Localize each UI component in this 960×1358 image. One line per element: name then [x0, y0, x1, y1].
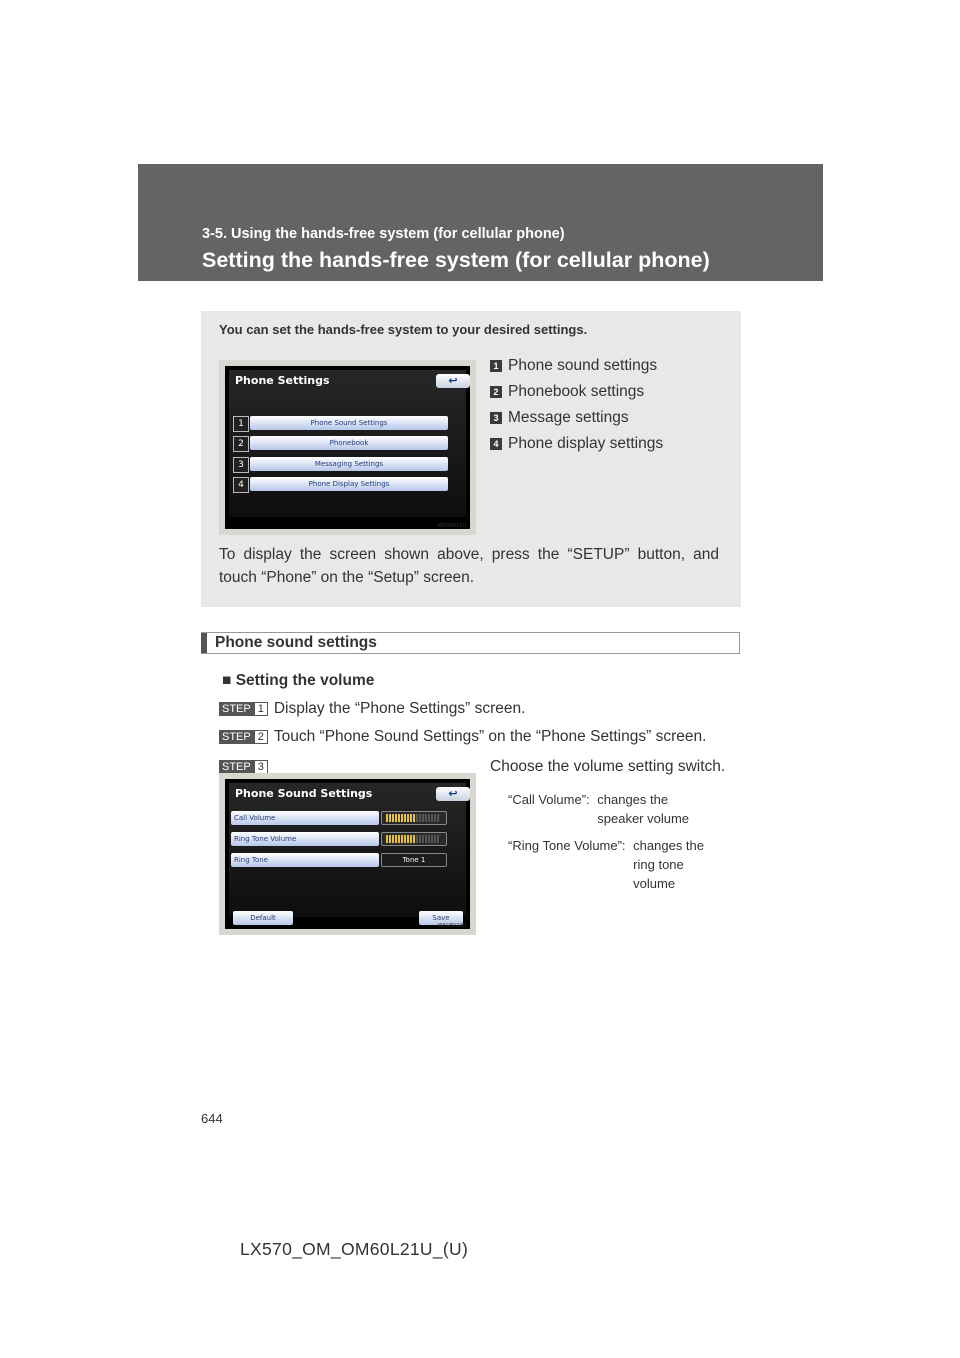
- note-ring-tone-volume: [508, 836, 717, 893]
- screen-title: Phone Sound Settings: [235, 787, 373, 800]
- level-tick: [410, 835, 412, 843]
- save-button[interactable]: Save: [419, 911, 463, 925]
- call-volume-button[interactable]: Call Volume: [231, 811, 379, 825]
- note-value: changes the ring tone volume: [633, 838, 705, 891]
- level-tick: [410, 814, 412, 822]
- default-button[interactable]: Default: [233, 911, 293, 925]
- legend-number: 4: [490, 438, 502, 450]
- level-tick: [389, 835, 391, 843]
- image-code: I68GB021U: [437, 523, 466, 529]
- legend-item: [490, 383, 644, 401]
- image-code: I68GB022U: [437, 923, 466, 929]
- level-tick: [407, 835, 409, 843]
- step-text: Display the “Phone Settings” screen.: [273, 700, 526, 717]
- step-number: 3: [254, 760, 268, 774]
- level-tick: [395, 835, 397, 843]
- ring-tone-volume-button[interactable]: Ring Tone Volume: [231, 832, 379, 846]
- step-badge: [219, 702, 268, 716]
- square-bullet-icon: ■: [222, 672, 232, 689]
- level-tick: [434, 835, 436, 843]
- level-tick: [407, 814, 409, 822]
- level-tick: [416, 814, 418, 822]
- ring-tone-volume-level[interactable]: [381, 832, 447, 846]
- phone-display-settings-button[interactable]: Phone Display Settings: [250, 477, 448, 491]
- step-badge: [219, 730, 268, 744]
- item-number: 2: [233, 436, 249, 452]
- subheading-text: Setting the volume: [235, 672, 375, 689]
- level-tick: [398, 835, 400, 843]
- level-tick: [431, 835, 433, 843]
- legend-label: Phone display settings: [508, 435, 664, 452]
- level-tick: [401, 835, 403, 843]
- note-key: “Ring Tone Volume”:: [508, 838, 626, 853]
- note-value: changes the speaker volume: [597, 792, 690, 826]
- level-tick: [419, 814, 421, 822]
- level-tick: [404, 835, 406, 843]
- step-1: [219, 700, 525, 718]
- level-tick: [413, 814, 415, 822]
- step-2: [219, 728, 706, 746]
- ring-tone-button[interactable]: Ring Tone: [231, 853, 379, 867]
- step-word: STEP: [219, 760, 254, 774]
- level-tick: [431, 814, 433, 822]
- level-tick: [401, 814, 403, 822]
- intro-text: You can set the hands-free system to your desired settings.: [219, 322, 588, 337]
- item-number: 1: [233, 416, 249, 432]
- level-tick: [428, 814, 430, 822]
- level-tick: [437, 835, 439, 843]
- level-tick: [425, 835, 427, 843]
- screen-display: [229, 370, 466, 517]
- level-ticks: [386, 814, 440, 822]
- level-ticks: [386, 835, 440, 843]
- phone-sound-settings-screen: [219, 773, 476, 935]
- item-number: 3: [233, 457, 249, 473]
- legend-label: Phonebook settings: [508, 383, 645, 400]
- step-word: STEP: [219, 702, 254, 716]
- ring-tone-value[interactable]: Tone 1: [381, 853, 447, 867]
- back-icon[interactable]: ↩: [436, 374, 470, 388]
- screen-title: Phone Settings: [235, 374, 330, 387]
- level-tick: [389, 814, 391, 822]
- level-tick: [428, 835, 430, 843]
- phone-settings-screen: [219, 360, 476, 535]
- legend-label: Phone sound settings: [508, 357, 658, 374]
- level-tick: [434, 814, 436, 822]
- page-number: 644: [201, 1111, 223, 1126]
- step-3-badge-row: [219, 760, 274, 774]
- step-badge: [219, 760, 268, 774]
- level-tick: [398, 814, 400, 822]
- level-tick: [392, 814, 394, 822]
- legend-item: [490, 409, 629, 427]
- level-tick: [416, 835, 418, 843]
- intro-footer-text: To display the screen shown above, press the “SETUP” button, and touch “Phone” on the “Setup” screen.: [219, 546, 719, 586]
- level-tick: [404, 814, 406, 822]
- level-tick: [395, 814, 397, 822]
- back-icon[interactable]: ↩: [436, 787, 470, 801]
- document-code: LX570_OM_OM60L21U_(U): [240, 1239, 469, 1259]
- level-tick: [392, 835, 394, 843]
- level-tick: [422, 814, 424, 822]
- level-tick: [386, 814, 388, 822]
- heading-stripe: [201, 633, 207, 653]
- level-tick: [437, 814, 439, 822]
- legend-number: 3: [490, 412, 502, 424]
- step-number: 1: [254, 702, 268, 716]
- level-tick: [413, 835, 415, 843]
- phone-sound-settings-button[interactable]: Phone Sound Settings: [250, 416, 448, 430]
- level-tick: [419, 835, 421, 843]
- note-call-volume: [508, 790, 707, 828]
- call-volume-level[interactable]: [381, 811, 447, 825]
- step-word: STEP: [219, 730, 254, 744]
- section-heading-bar: [201, 632, 740, 654]
- step-3-text: Choose the volume setting switch.: [490, 758, 726, 775]
- level-tick: [425, 814, 427, 822]
- legend-item: [490, 435, 663, 453]
- item-number: 4: [233, 477, 249, 493]
- step-number: 2: [254, 730, 268, 744]
- phonebook-button[interactable]: Phonebook: [250, 436, 448, 450]
- legend-label: Message settings: [508, 409, 629, 426]
- legend-number: 1: [490, 360, 502, 372]
- messaging-settings-button[interactable]: Messaging Settings: [250, 457, 448, 471]
- level-tick: [422, 835, 424, 843]
- section-title: Phone sound settings: [215, 634, 377, 651]
- step-text: Touch “Phone Sound Settings” on the “Phone Settings” screen.: [273, 728, 707, 745]
- level-tick: [386, 835, 388, 843]
- screen-display: [229, 783, 466, 922]
- subheading: [222, 672, 374, 690]
- page-title: Setting the hands-free system (for cellular phone): [202, 248, 710, 272]
- legend-item: [490, 357, 657, 375]
- note-key: “Call Volume”:: [508, 792, 590, 807]
- legend-number: 2: [490, 386, 502, 398]
- section-label: 3-5. Using the hands-free system (for cellular phone): [202, 226, 565, 242]
